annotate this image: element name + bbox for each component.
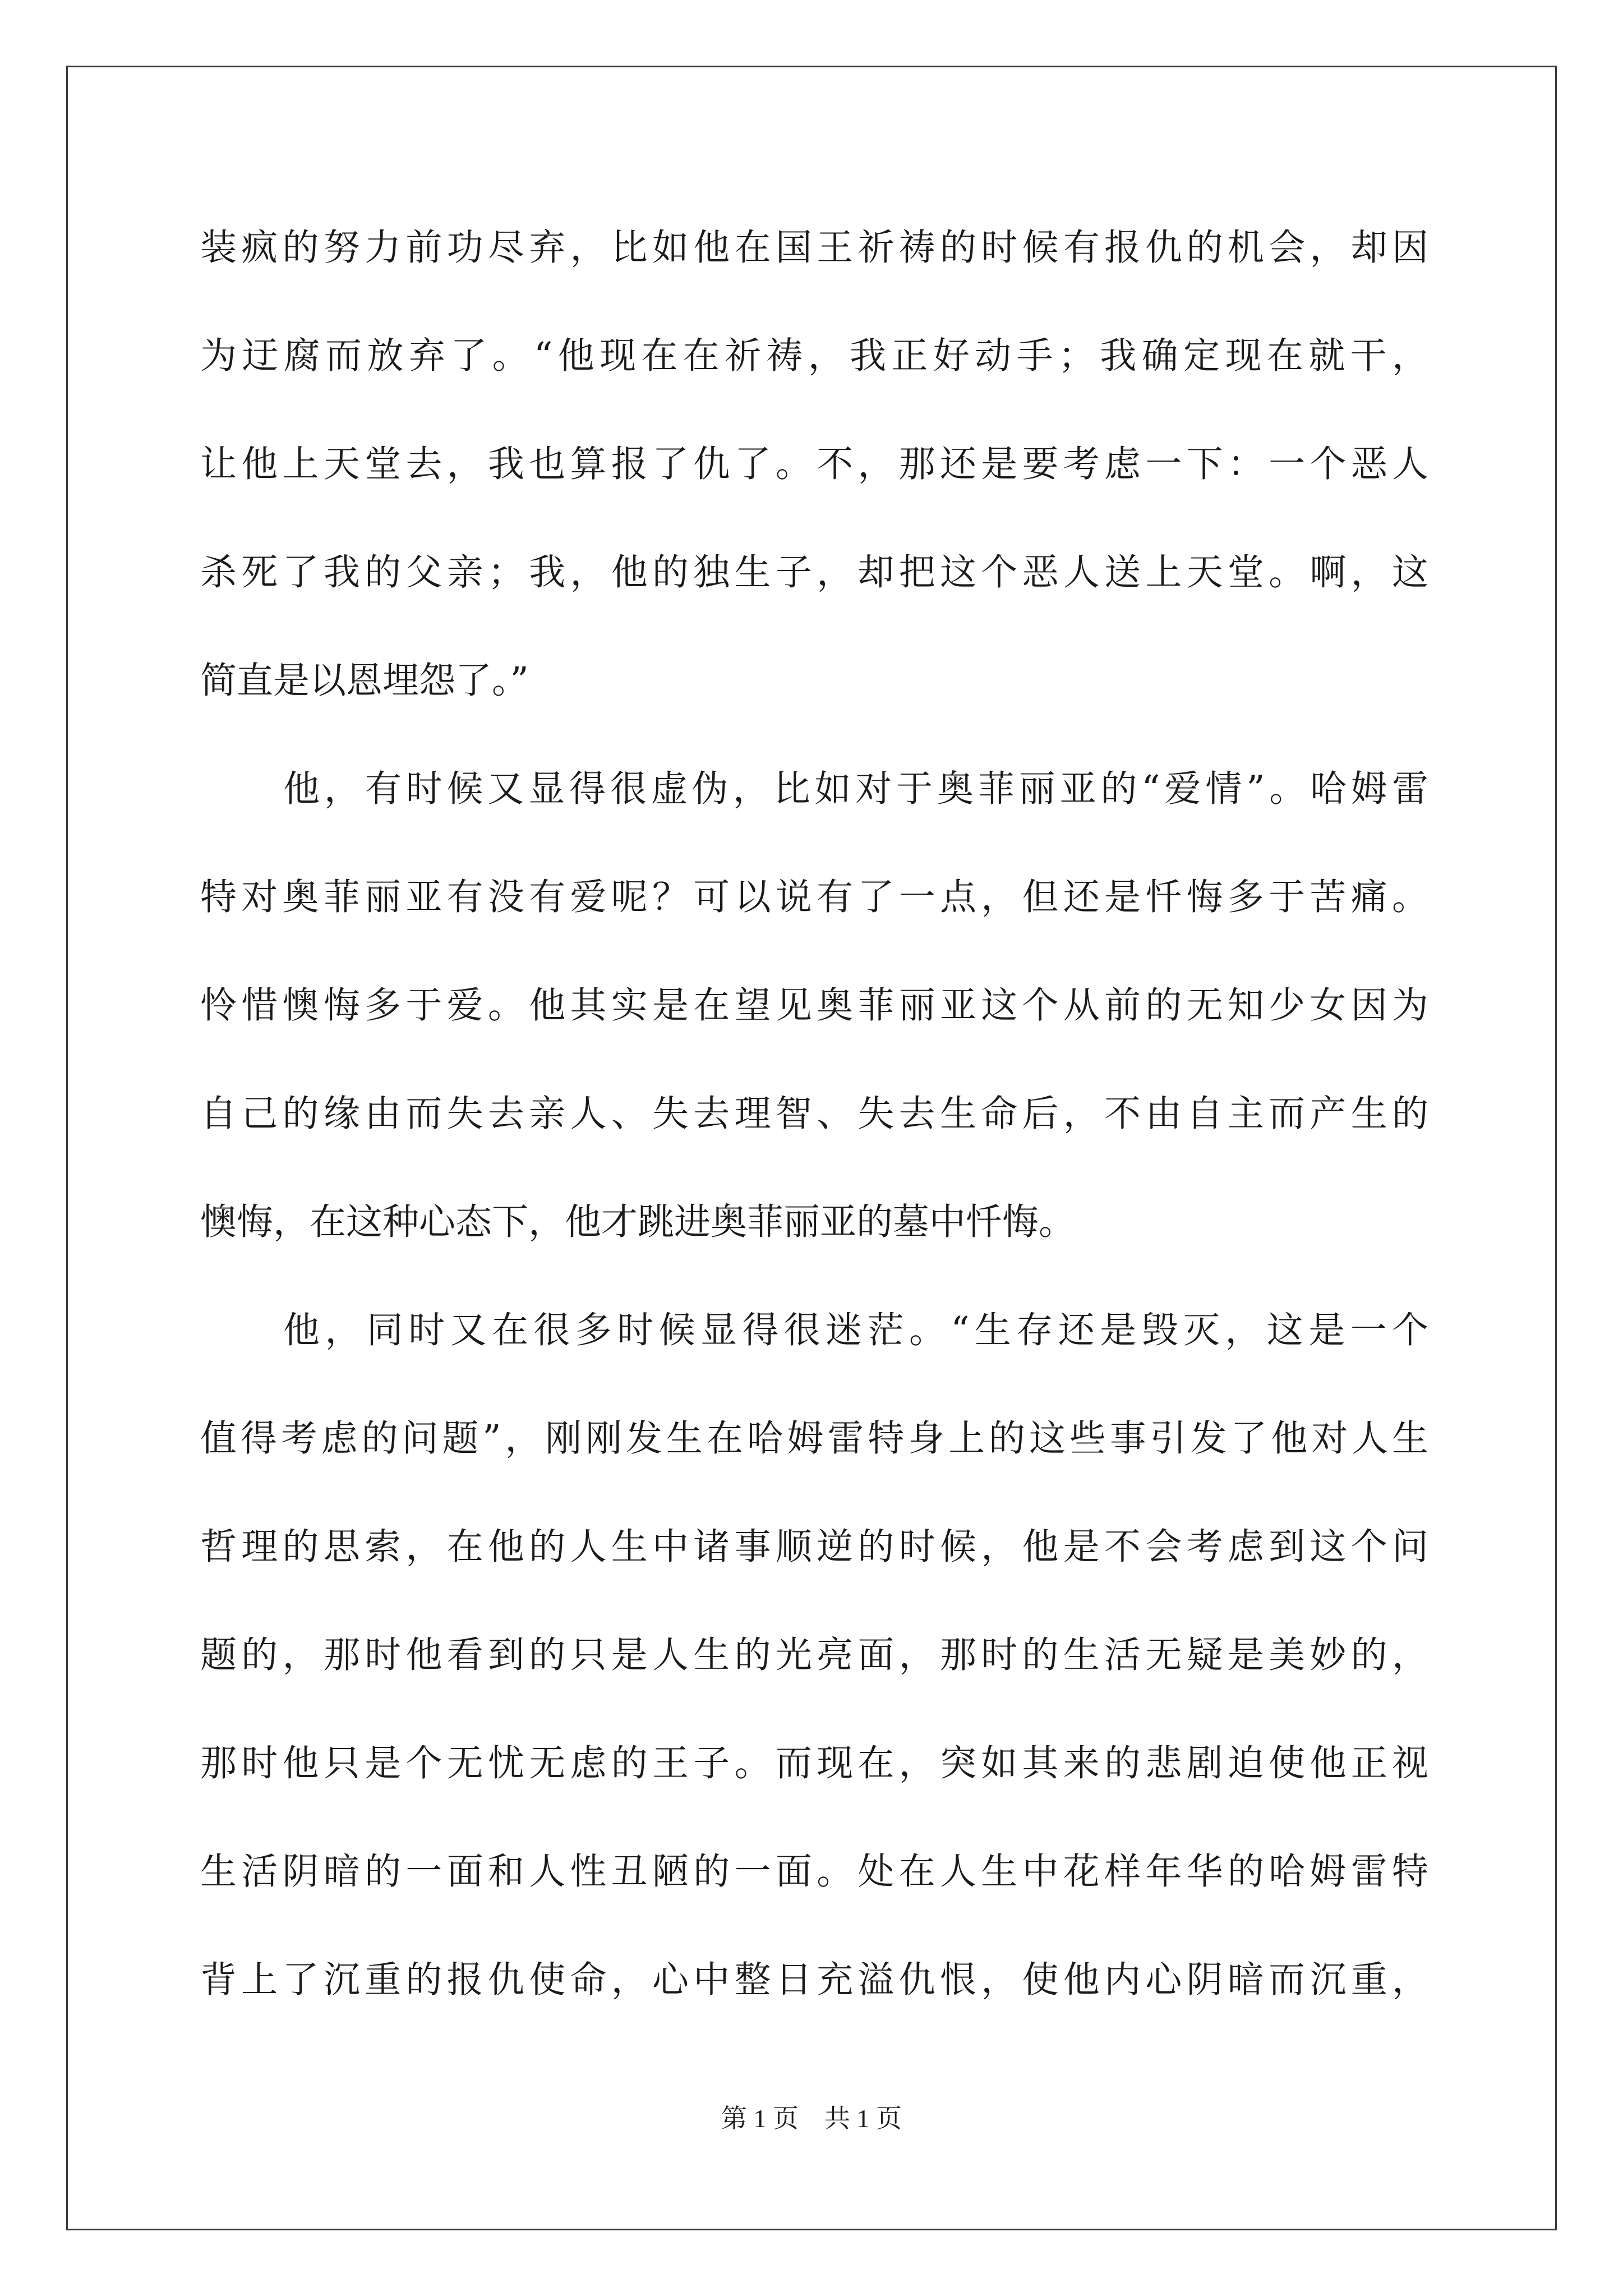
text-line: 哲理的思索，在他的人生中诸事顺逆的时候，他是不会考虑到这个问 <box>200 1526 1428 1568</box>
text-line: 为迂腐而放弃了。“他现在在祈祷，我正好动手；我确定现在就干， <box>200 335 1428 377</box>
text-line: 那时他只是个无忧无虑的王子。而现在，突如其来的悲剧迫使他正视 <box>200 1742 1428 1784</box>
text-line: 装疯的努力前功尽弃，比如他在国王祈祷的时候有报仇的机会，却因 <box>200 227 1428 269</box>
text-line: 简直是以恩埋怨了。” <box>200 660 529 702</box>
text-line: 生活阴暗的一面和人性丑陋的一面。处在人生中花样年华的哈姆雷特 <box>200 1851 1428 1893</box>
text-line: 他，有时候又显得很虚伪，比如对于奥菲丽亚的“爱情”。哈姆雷 <box>283 768 1428 810</box>
text-line: 题的，那时他看到的只是人生的光亮面，那时的生活无疑是美妙的， <box>200 1634 1428 1676</box>
text-line: 背上了沉重的报仇使命，心中整日充溢仇恨，使他内心阴暗而沉重， <box>200 1959 1428 2001</box>
text-line: 值得考虑的问题”，刚刚发生在哈姆雷特身上的这些事引发了他对人生 <box>200 1418 1428 1460</box>
page-border <box>66 66 1557 2230</box>
page-number-footer: 第 1 页 共 1 页 <box>721 2104 902 2133</box>
text-line: 自己的缘由而失去亲人、失去理智、失去生命后，不由自主而产生的 <box>200 1093 1428 1135</box>
text-line: 他，同时又在很多时候显得很迷茫。“生存还是毁灭，这是一个 <box>283 1309 1428 1351</box>
text-line: 怜惜懊悔多于爱。他其实是在望见奥菲丽亚这个从前的无知少女因为 <box>200 984 1428 1027</box>
text-line: 特对奥菲丽亚有没有爱呢？可以说有了一点，但还是忏悔多于苦痛。 <box>200 876 1428 918</box>
text-line: 懊悔，在这种心态下，他才跳进奥菲丽亚的墓中忏悔。 <box>200 1201 1076 1243</box>
text-line: 杀死了我的父亲；我，他的独生子，却把这个恶人送上天堂。啊，这 <box>200 551 1428 593</box>
text-line: 让他上天堂去，我也算报了仇了。不，那还是要考虑一下：一个恶人 <box>200 443 1428 485</box>
